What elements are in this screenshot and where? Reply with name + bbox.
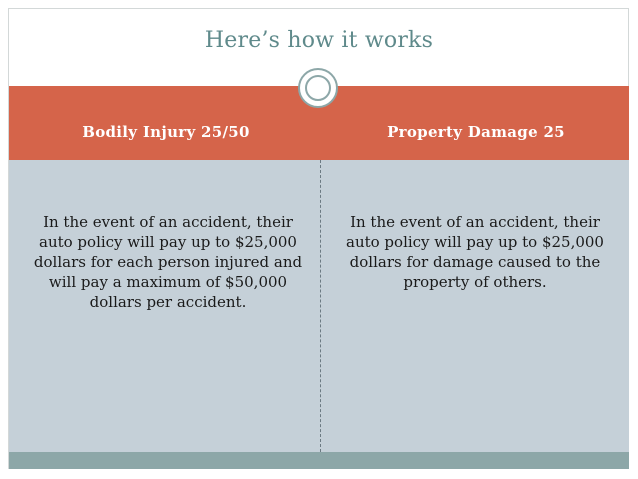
- circle-ornament-inner-icon: [305, 75, 331, 101]
- column-heading-property-damage: Property Damage 25: [387, 123, 565, 141]
- column-text-property-damage: In the event of an accident, their auto policy will pay up to $25,000 dollars for damage caused to the property of others.: [346, 213, 604, 291]
- column-heading-bodily-injury: Bodily Injury 25/50: [82, 123, 250, 141]
- column-text-bodily-injury: In the event of an accident, their auto policy will pay up to $25,000 dollars for each person injured and will pay a maximum of $50,000 dollars per accident.: [33, 213, 303, 311]
- circle-ornament-icon: [298, 68, 338, 108]
- slide-title: Here’s how it works: [204, 28, 434, 53]
- column-divider: [320, 160, 321, 452]
- footer-band: [9, 452, 629, 469]
